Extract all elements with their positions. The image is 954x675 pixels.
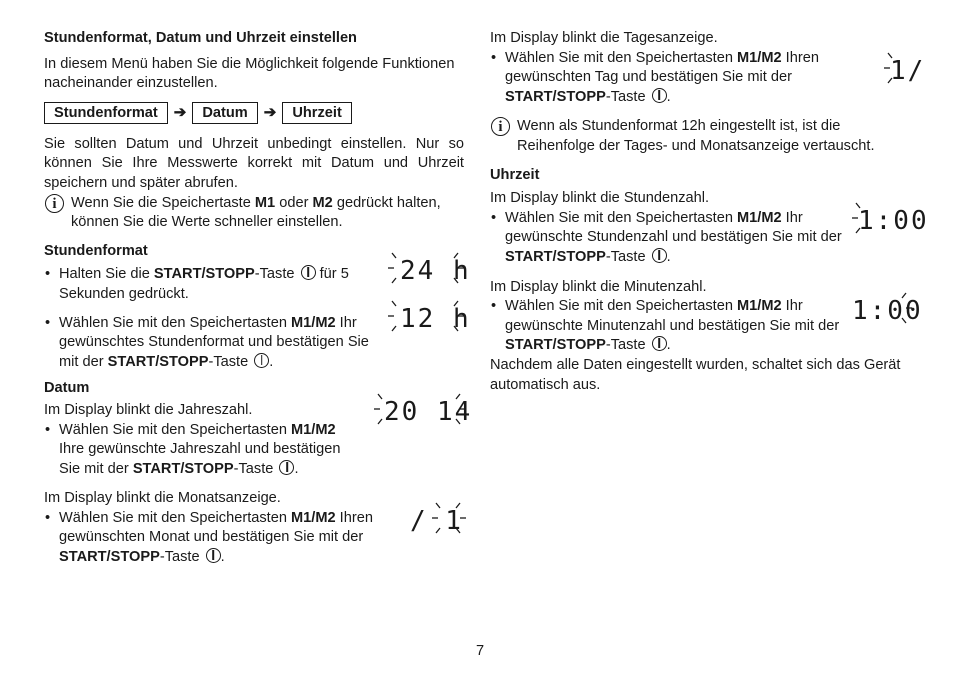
lcd-display-month [410, 498, 466, 538]
lcd-display-hour [852, 198, 929, 238]
uhrzeit-line1: Im Display blinkt die Stundenzahl. [490, 190, 710, 207]
list-item: • Wählen Sie mit den Speichertasten M1/M2 Ihren gewünschten Tag und bestätigen Sie mit der START/STOPP-Taste . [490, 49, 865, 108]
text: Wählen Sie mit den Speichertasten [59, 314, 292, 331]
text: Ihr gewünschte Stundenzahl und bestätigen Sie mit der [505, 209, 842, 246]
flow-step-stundenformat: Stundenformat [44, 102, 168, 124]
lcd-display-12h [388, 297, 471, 335]
key-start-stopp: START/STOPP [153, 266, 255, 283]
key-start-stopp: START/STOPP [132, 460, 234, 477]
lcd-text: 1:00 [852, 296, 923, 326]
text: -Taste [159, 549, 200, 566]
note-speed [44, 194, 464, 233]
key-m1-m2: M1/M2 [737, 298, 782, 315]
menu-flow [44, 102, 464, 124]
text: Ihren gewünschten Tag und bestätigen Sie mit der [505, 49, 819, 86]
arrow-right-icon: ➔ [263, 103, 277, 121]
lcd-text: 12 h [400, 304, 471, 334]
closing-text: Nachdem alle Daten eingestellt wurden, schaltet sich das Gerät automatisch aus. [490, 356, 901, 393]
power-button-icon [206, 548, 221, 563]
power-button-icon [652, 88, 667, 103]
key-m1: M1 [254, 194, 276, 211]
text: Halten Sie die [59, 266, 154, 283]
datum-line1: Im Display blinkt die Jahreszahl. [44, 401, 253, 418]
key-start-stopp: START/STOPP [505, 248, 606, 265]
lcd-text: 20 14 [384, 397, 473, 427]
list-item: • Wählen Sie mit den Speichertasten M1/M2 Ihr gewünschte Stundenzahl und bestätigen Sie mit der START/STOPP-Taste . [490, 209, 850, 268]
text: Wählen Sie mit den Speichertasten [505, 209, 738, 226]
note-text: Wenn als Stundenformat 12h eingestellt ist, ist die Reihenfolge der Tages- und Monatsanzeige vertauscht. [517, 118, 875, 154]
text: -Taste [233, 460, 274, 477]
text: Ihren gewünschten Monat und bestätigen Sie mit der [59, 509, 373, 546]
heading-uhrzeit: Uhrzeit [490, 166, 540, 183]
power-button-icon [254, 353, 269, 368]
heading-stundenformat: Stundenformat [44, 242, 148, 259]
note-text-pre: Wenn Sie die Speichertaste [71, 194, 255, 211]
note-text-post: gedrückt halten, können Sie die Werte schneller einstellen. [71, 194, 441, 231]
key-start-stopp: START/STOPP [505, 337, 606, 354]
text: Wählen Sie mit den Speichertasten [59, 421, 292, 438]
page-number: 7 [475, 643, 485, 659]
key-m1-m2: M1/M2 [291, 421, 336, 438]
key-m1-m2: M1/M2 [737, 49, 782, 66]
text: -Taste [605, 248, 646, 265]
lcd-display-24h [388, 249, 471, 287]
uhrzeit-line2: Im Display blinkt die Minutenzahl. [490, 278, 707, 295]
flow-step-datum: Datum [192, 102, 257, 124]
datum-line2: Im Display blinkt die Monatsanzeige. [44, 490, 281, 507]
key-m1-m2: M1/M2 [291, 509, 336, 526]
list-item: • Wählen Sie mit den Speichertasten M1/M2 Ihr gewünschte Minutenzahl und bestätigen Sie mit der START/STOPP-Taste . [490, 297, 850, 356]
list-item: • Wählen Sie mit den Speichertasten M1/M2 Ihre gewünschte Jahreszahl und bestätigen Sie mit der START/STOPP-Taste . [44, 421, 359, 480]
text: -Taste [208, 353, 249, 370]
lcd-text: 1:00 [858, 206, 929, 236]
lcd-text: 24 h [400, 256, 471, 286]
key-m2: M2 [312, 194, 333, 211]
power-button-icon [652, 248, 667, 263]
list-item [44, 265, 369, 304]
power-button-icon [652, 336, 667, 351]
right-column [490, 29, 910, 395]
intro-text: In diesem Menü haben Sie die Möglichkeit folgende Funktionen nacheinander einzustellen. [44, 55, 455, 92]
text: Wählen Sie mit den Speichertasten [59, 509, 292, 526]
key-m1-m2: M1/M2 [291, 314, 336, 331]
text: Ihr gewünschtes Stundenformat und bestätigen Sie mit der [59, 314, 369, 370]
note-text-mid: oder [275, 194, 313, 211]
section-title: Stundenformat, Datum und Uhrzeit einstellen [44, 30, 357, 46]
info-icon: i [45, 194, 64, 213]
text: für 5 Sekunden gedrückt. [59, 266, 349, 302]
text: Ihre gewünschte Jahreszahl und bestätigen Sie mit der [59, 441, 341, 477]
lcd-display-year [374, 389, 473, 429]
text: Wählen Sie mit den Speichertasten [505, 49, 738, 66]
text: -Taste [605, 337, 646, 354]
text: Ihr gewünschte Minutenzahl und bestätigen Sie mit der [505, 298, 840, 334]
power-button-icon [301, 265, 316, 280]
info-icon: i [491, 117, 510, 136]
text: -Taste [254, 266, 295, 283]
lcd-display-minute [852, 288, 923, 328]
heading-datum: Datum [44, 380, 90, 397]
list-item: • Wählen Sie mit den Speichertasten M1/M2 Ihr gewünschtes Stundenformat und bestätigen Sie mit der START/STOPP-Taste . [44, 314, 369, 373]
lcd-display-day [882, 48, 926, 88]
key-start-stopp: START/STOPP [107, 353, 209, 370]
key-start-stopp: START/STOPP [505, 88, 606, 105]
arrow-right-icon: ➔ [173, 103, 187, 121]
list-item: • Wählen Sie mit den Speichertasten M1/M2 Ihren gewünschten Monat und bestätigen Sie mit der START/STOPP-Taste . [44, 509, 404, 568]
flow-step-uhrzeit: Uhrzeit [282, 102, 351, 124]
key-m1-m2: M1/M2 [737, 209, 782, 226]
text: Wählen Sie mit den Speichertasten [505, 298, 738, 315]
advice-text: Sie sollten Datum und Uhrzeit unbedingt einstellen. Nur so können Sie Ihre Messwerte korrekt mit Datum und Uhrzeit speichern und später abrufen. [44, 135, 464, 191]
lcd-text: 1/ [890, 56, 926, 86]
right-line1: Im Display blinkt die Tagesanzeige. [490, 30, 718, 46]
lcd-text: / 1 [410, 506, 463, 536]
power-button-icon [279, 460, 294, 475]
note-12h [490, 117, 910, 156]
text: -Taste [605, 88, 646, 105]
key-start-stopp: START/STOPP [59, 549, 160, 566]
